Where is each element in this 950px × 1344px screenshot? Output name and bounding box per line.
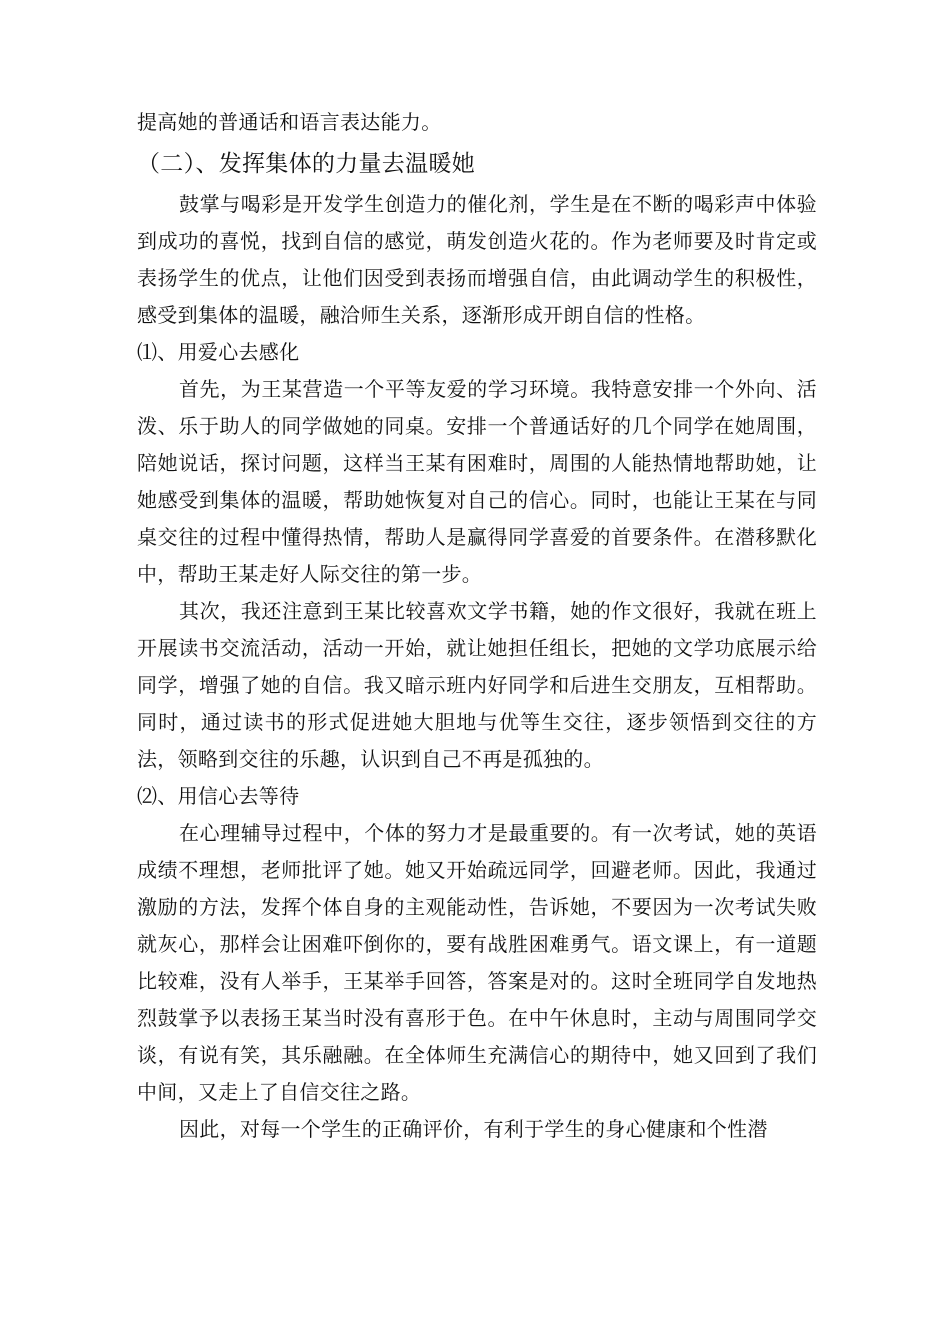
paragraph-conclusion: 因此，对每一个学生的正确评价，有利于学生的身心健康和个性潜 (179, 1117, 768, 1141)
document-body (137, 104, 817, 1148)
paragraph-applause: 鼓掌与喝彩是开发学生创造力的催化剂，学生是在不断的喝彩声中体验到成功的喜悦，找到自信的感觉，萌发创造火花的。作为老师要及时肯定或表扬学生的优点，让他们因受到表扬而增强自信，由此调动学生的积极性，感受到集体的温暖，融洽师生关系，逐渐形成开朗自信的性格。 (137, 192, 817, 327)
paragraph-reading: 其次，我还注意到王某比较喜欢文学书籍，她的作文很好，我就在班上开展读书交流活动，活动一开始，就让她担任组长，把她的文学功底展示给同学，增强了她的自信。我又暗示班内好同学和后进生交朋友，互相帮助。同时，通过读书的形式促进她大胆地与优等生交往，逐步领悟到交往的方法，领略到交往的乐趣，认识到自己不再是孤独的。 (137, 599, 817, 771)
paragraph-counseling: 在心理辅导过程中，个体的努力才是最重要的。有一次考试，她的英语成绩不理想，老师批评了她。她又开始疏远同学，回避老师。因此，我通过激励的方法，发挥个体自身的主观能动性，告诉她，不要因为一次考试失败就灰心，那样会让困难吓倒你的，要有战胜困难勇气。语文课上，有一道题比较难，没有人举手，王某举手回答，答案是对的。这时全班同学自发地热烈鼓掌予以表扬王某当时没有喜形于色。在中午休息时，主动与周围同学交谈，有说有笑，其乐融融。在全体师生充满信心的期待中，她又回到了我们中间，又走上了自信交往之路。 (137, 821, 817, 1104)
subheading-love: ⑴、用爱心去感化 (137, 340, 300, 364)
paragraph-environment: 首先，为王某营造一个平等友爱的学习环境。我特意安排一个外向、活泼、乐于助人的同学做她的同桌。安排一个普通话好的几个同学在她周围，陪她说话，探讨问题，这样当王某有困难时，周围的人能热情地帮助她，让她感受到集体的温暖，帮助她恢复对自己的信心。同时，也能让王某在与同桌交往的过程中懂得热情，帮助人是赢得同学喜爱的首要条件。在潜移默化中，帮助王某走好人际交往的第一步。 (137, 377, 817, 586)
lead-line: 提高她的普通话和语言表达能力。 (137, 110, 442, 134)
subheading-confidence: ⑵、用信心去等待 (137, 784, 300, 808)
section-heading: （二）、发挥集体的力量去温暖她 (137, 151, 475, 177)
